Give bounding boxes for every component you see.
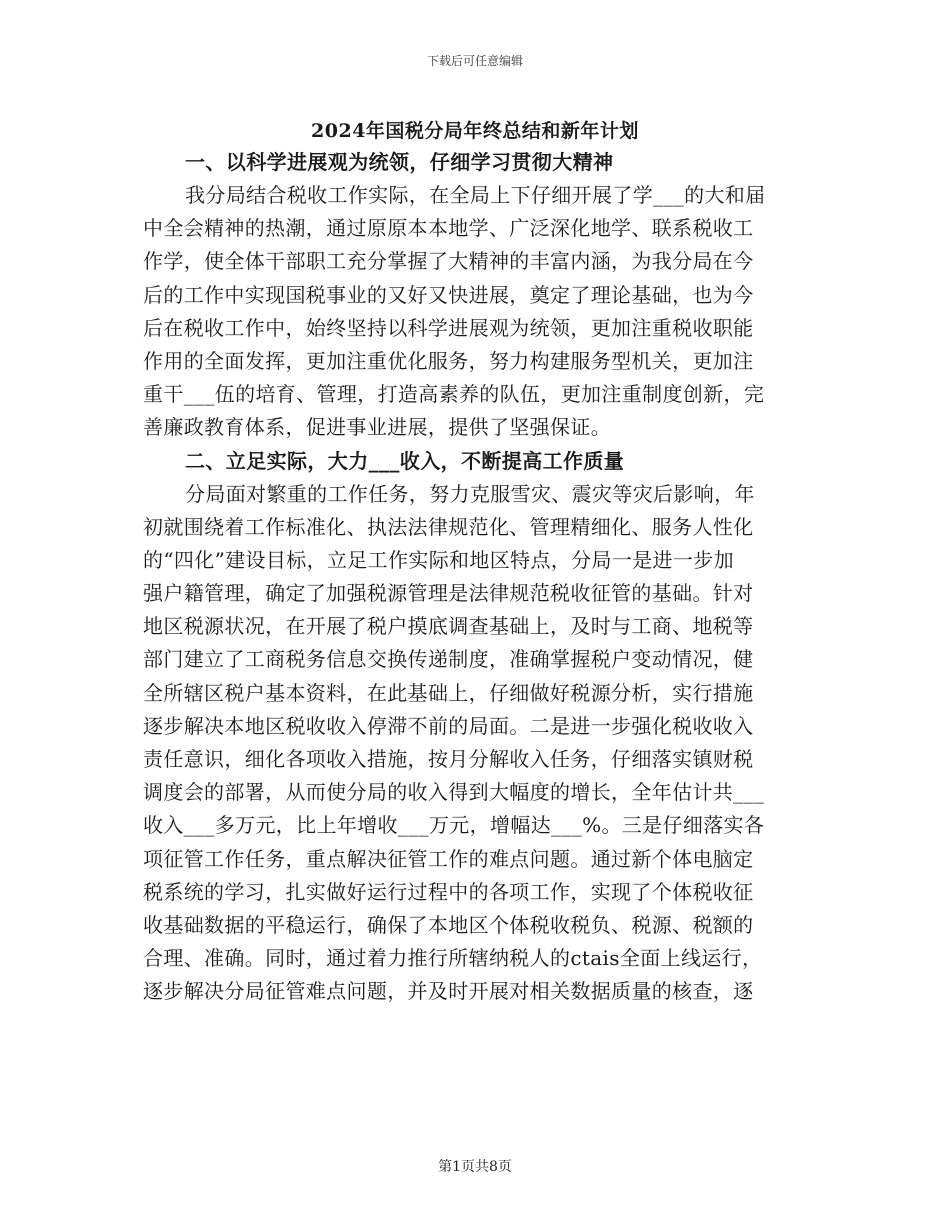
paragraph-line: 作学，使全体干部职工充分掌握了大精神的丰富内涵，为我分局在今 [143, 249, 754, 274]
paragraph-line: 全所辖区税户基本资料，在此基础上，仔细做好税源分析，实行措施 [143, 680, 754, 705]
paragraph-line: 责任意识，细化各项收入措施，按月分解收入任务，仔细落实镇财税 [143, 747, 754, 771]
section-paragraph-2 [143, 478, 807, 1009]
paragraph-line: 重干___伍的培育、管理，打造高素养的队伍，更加注重制度创新，完 [143, 382, 765, 407]
document-body [143, 146, 807, 1009]
paragraph-line: 逐步解决分局征管难点问题，并及时开展对相关数据质量的核查，逐 [143, 979, 754, 1004]
paragraph-line: 逐步解决本地区税收收入停滞不前的局面。二是进一步强化税收收入 [143, 713, 754, 738]
section-heading-2: 二、立足实际，大力___收入，不断提高工作质量 [185, 448, 625, 473]
paragraph-line: 分局面对繁重的工作任务，努力克服雪灾、震灾等灾后影响，年 [185, 481, 755, 506]
paragraph-line: 强户籍管理，确定了加强税源管理是法律规范税收征管的基础。针对 [143, 581, 754, 606]
page-header: 下载后可任意编辑 [426, 54, 523, 68]
paragraph-line: 的“四化”建设目标，立足工作实际和地区特点，分局一是进一步加 [143, 547, 734, 572]
paragraph-line: 中全会精神的热潮，通过原原本本地学、广泛深化地学、联系税收工 [143, 216, 754, 241]
paragraph-line: 收基础数据的平稳运行，确保了本地区个体税收税负、税源、税额的 [143, 912, 754, 937]
paragraph-line: 收入___多万元，比上年增收___万元，增幅达___%。三是仔细落实各 [143, 813, 765, 838]
paragraph-line: 善廉政教育体系，促进事业进展，提供了坚强保证。 [143, 415, 612, 440]
paragraph-line: 初就围绕着工作标准化、执法法律规范化、管理精细化、服务人性化 [143, 514, 754, 539]
paragraph-line: 税系统的学习，扎实做好运行过程中的各项工作，实现了个体税收征 [143, 879, 754, 904]
paragraph-line: 部门建立了工商税务信息交换传递制度，准确掌握税户变动情况，健 [143, 647, 754, 672]
paragraph-line: 合理、准确。同时，通过着力推行所辖纳税人的ctais全面上线运行， [143, 946, 763, 971]
page-footer: 第1页共8页 [438, 1159, 512, 1175]
paragraph-line: 作用的全面发挥，更加注重优化服务，努力构建服务型机关，更加注 [143, 348, 754, 373]
paragraph-line: 后的工作中实现国税事业的又好又快进展，奠定了理论基础，也为今 [143, 282, 754, 307]
paragraph-line: 项征管工作任务，重点解决征管工作的难点问题。通过新个体电脑定 [143, 846, 754, 871]
section-paragraph-1 [143, 179, 807, 445]
paragraph-line: 地区税源状况，在开展了税户摸底调查基础上，及时与工商、地税等 [143, 614, 754, 639]
paragraph-line: 我分局结合税收工作实际，在全局上下仔细开展了学___的大和届 [185, 183, 766, 207]
paragraph-line: 后在税收工作中，始终坚持以科学进展观为统领，更加注重税收职能 [143, 315, 754, 340]
document-title: 2024年国税分局年终总结和新年计划 [311, 120, 639, 142]
section-heading-1: 一、以科学进展观为统领，仔细学习贯彻大精神 [185, 150, 614, 174]
paragraph-line: 调度会的部署，从而使分局的收入得到大幅度的增长，全年估计共___ [143, 780, 765, 805]
